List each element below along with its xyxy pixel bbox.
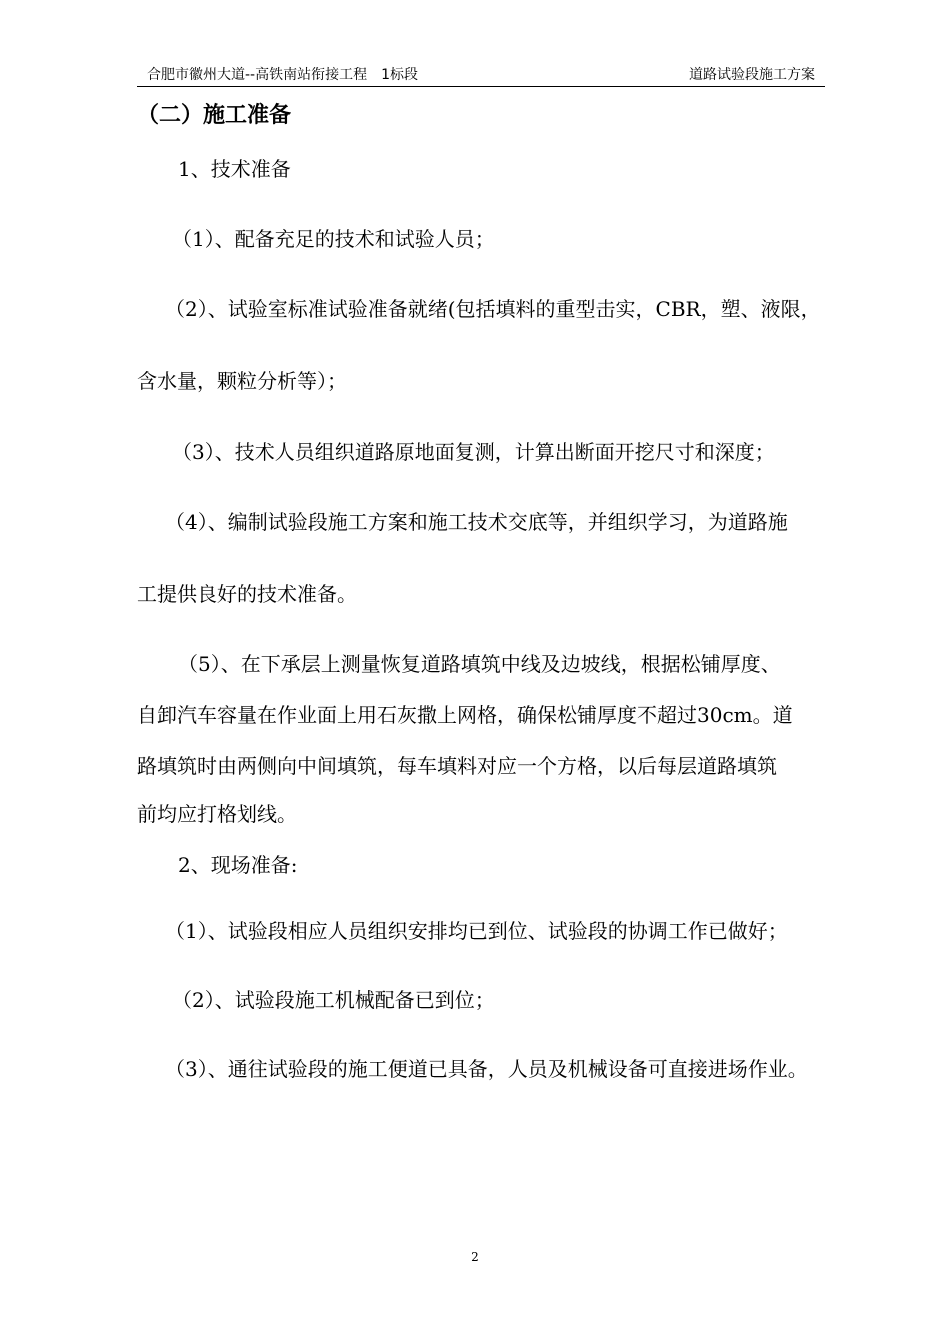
subsection-heading-technical: 1、技术准备 [178,157,291,181]
header-document-title: 道路试验段施工方案 [689,67,815,83]
page-number: 2 [471,1250,479,1264]
page-header [137,64,825,87]
paragraph-line: 路填筑时由两侧向中间填筑，每车填料对应一个方格，以后每层道路填筑 [137,754,777,778]
subsection-heading-site: 2、现场准备: [178,853,298,877]
paragraph-line: （1）、试验段相应人员组织安排均已到位、试验段的协调工作已做好； [165,919,788,943]
paragraph-line: （2）、试验段施工机械配备已到位； [172,988,495,1012]
paragraph-line: 工提供良好的技术准备。 [137,582,357,606]
header-project-name: 合肥市徽州大道--高铁南站衔接工程 1标段 [147,67,419,83]
paragraph-line: （4）、编制试验段施工方案和施工技术交底等，并组织学习，为道路施 [165,510,788,534]
paragraph-line: 前均应打格划线。 [137,802,297,826]
paragraph-line: 含水量，颗粒分析等）； [137,369,347,393]
paragraph-line: （5）、在下承层上测量恢复道路填筑中线及边坡线，根据松铺厚度、 [178,652,781,676]
paragraph-line: （3）、技术人员组织道路原地面复测，计算出断面开挖尺寸和深度； [172,440,775,464]
paragraph-line: （1）、配备充足的技术和试验人员； [172,227,495,251]
paragraph-line: （3）、通往试验段的施工便道已具备，人员及机械设备可直接进场作业。 [165,1057,808,1081]
section-title: （二）施工准备 [137,103,292,128]
paragraph-line: 自卸汽车容量在作业面上用石灰撒上网格，确保松铺厚度不超过30cm。道 [137,703,793,727]
paragraph-line: （2）、试验室标准试验准备就绪(包括填料的重型击实，CBR，塑、液限， [165,297,821,321]
